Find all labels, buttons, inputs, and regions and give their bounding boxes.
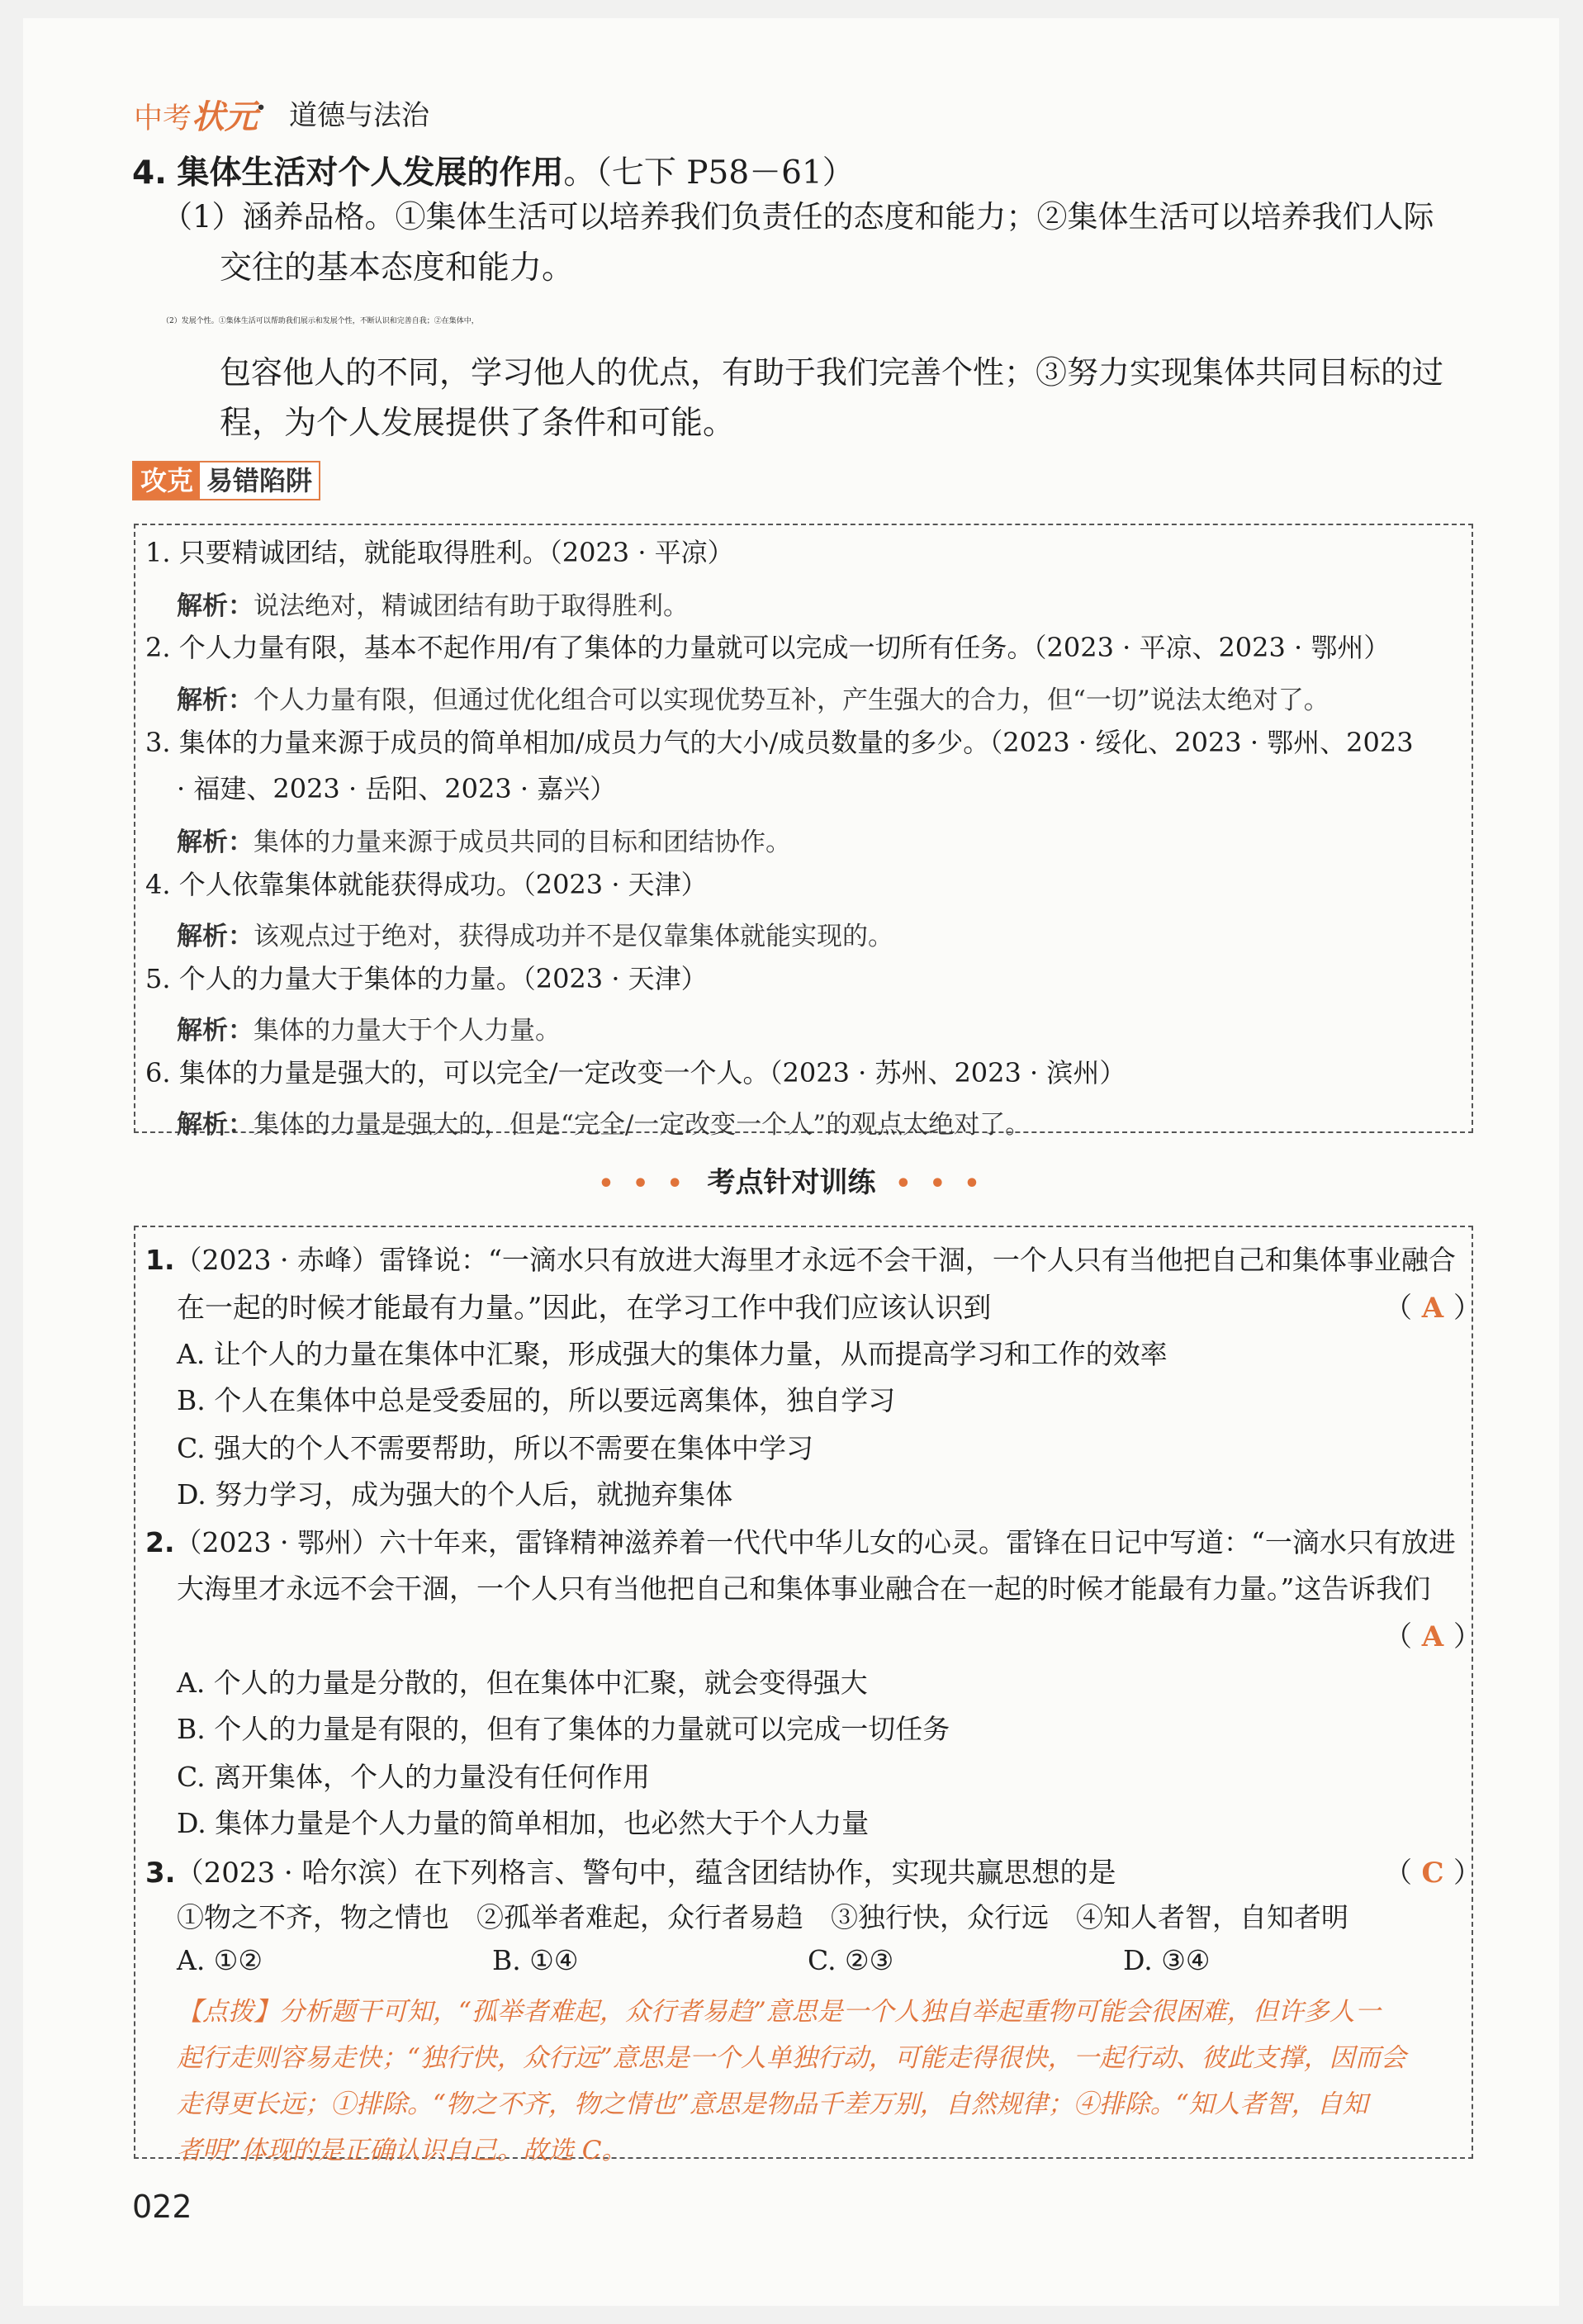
brand-logo: 中考状元 bbox=[134, 98, 258, 136]
trap-explanation-6: 解析：集体的力量是强大的，但是“完全/一定改变一个人”的观点太绝对了。 bbox=[177, 1110, 1031, 1140]
question-2: 2.（2023 · 鄂州）六十年来，雷锋精神滋养着一代代中华儿女的心灵。雷锋在日记中写道：“一滴水只有放进 bbox=[145, 1526, 1456, 1558]
q3-option-b: B. ①④ bbox=[492, 1944, 579, 1976]
trap-item-3-cont: · 福建、2023 · 岳阳、2023 · 嘉兴） bbox=[177, 773, 617, 804]
answer-1: （ A ） bbox=[1384, 1292, 1481, 1325]
question-1-cont: 在一起的时候才能最有力量。”因此，在学习工作中我们应该认识到 bbox=[177, 1292, 992, 1325]
trap-item-5: 5. 个人的力量大于集体的力量。（2023 · 天津） bbox=[145, 963, 708, 994]
q1-option-d: D. 努力学习，成为强大的个人后，就抛弃集体 bbox=[177, 1478, 733, 1511]
trap-explanation-2: 解析：个人力量有限，但通过优化组合可以实现优势互补，产生强大的合力，但“一切”说法太绝对了。 bbox=[177, 685, 1329, 715]
q3-option-c: C. ②③ bbox=[808, 1944, 894, 1976]
page-number: 022 bbox=[132, 2189, 192, 2225]
q2-option-a: A. 个人的力量是分散的，但在集体中汇聚，就会变得强大 bbox=[177, 1667, 868, 1699]
header-separator: · bbox=[256, 91, 267, 125]
trap-explanation-4: 解析：该观点过于绝对，获得成功并不是仅靠集体就能实现的。 bbox=[177, 922, 893, 951]
trap-item-2: 2. 个人力量有限，基本不起作用/有了集体的力量就可以完成一切所有任务。（2023 · 平凉、2023 · 鄂州） bbox=[145, 632, 1391, 663]
trap-explanation-1: 解析：说法绝对，精诚团结有助于取得胜利。 bbox=[177, 591, 689, 621]
question-2-cont: 大海里才永远不会干涸，一个人只有当他把自己和集体事业融合在一起的时候才能最有力量。”这告诉我们 bbox=[177, 1572, 1431, 1605]
question-1: 1.（2023 · 赤峰）雷锋说：“一滴水只有放进大海里才永远不会干涸，一个人只有当他把自己和集体事业融合 bbox=[145, 1244, 1456, 1276]
trap-explanation-3: 解析：集体的力量来源于成员共同的目标和团结协作。 bbox=[177, 828, 791, 857]
section-tag: 攻克 易错陷阱 bbox=[132, 461, 320, 500]
q3-option-d: D. ③④ bbox=[1123, 1944, 1211, 1976]
q2-option-c: C. 离开集体，个人的力量没有任何作用 bbox=[177, 1761, 651, 1793]
q1-option-a: A. 让个人的力量在集体中汇聚，形成强大的集体力量，从而提高学习和工作的效率 bbox=[177, 1338, 1168, 1370]
q3-option-a: A. ①② bbox=[177, 1944, 263, 1976]
section-item-2: （2）发展个性。①集体生活可以帮助我们展示和发展个性，不断认识和完善自我；②在集体中， 包容他人的不同，学习他人的优点，有助于我们完善个性；③努力实现集体共同目标的过 程，为个人发展提供了条件和可能。 bbox=[162, 317, 1444, 442]
q1-option-b: B. 个人在集体中总是受委屈的，所以要远离集体，独自学习 bbox=[177, 1384, 896, 1416]
q3-statements: ①物之不齐，物之情也 ②孤举者难起，众行者易趋 ③独行快，众行远 ④知人者智，自知者明 bbox=[177, 1901, 1348, 1933]
answer-3: （ C ） bbox=[1384, 1857, 1481, 1890]
q3-explanation-1: 【点拨】分析题干可知，“孤举者难起，众行者易趋”意思是一个人独自举起重物可能会很困难，但许多人一 bbox=[177, 1997, 1381, 2027]
q3-explanation-4: 者明”体现的是正确认识自己。故选 C。 bbox=[177, 2136, 628, 2165]
q3-explanation-2: 起行走则容易走快；“独行快，众行远”意思是一个人单独行动，可能走得很快，一起行动、彼此支撑，因而会 bbox=[177, 2043, 1406, 2073]
trap-item-3: 3. 集体的力量来源于成员的简单相加/成员力气的大小/成员数量的多少。（2023 · 绥化、2023 · 鄂州、2023 bbox=[145, 727, 1414, 758]
section-item-1: （1）涵养品格。①集体生活可以培养我们负责任的态度和能力；②集体生活可以培养我们人际 交往的基本态度和能力。 bbox=[162, 199, 1434, 287]
trap-item-6: 6. 集体的力量是强大的，可以完全/一定改变一个人。（2023 · 苏州、2023 · 滨州） bbox=[145, 1057, 1126, 1088]
q2-option-b: B. 个人的力量是有限的，但有了集体的力量就可以完成一切任务 bbox=[177, 1713, 950, 1745]
question-3: 3.（2023 · 哈尔滨）在下列格言、警句中，蕴含团结协作，实现共赢思想的是 bbox=[145, 1857, 1116, 1890]
trap-explanation-5: 解析：集体的力量大于个人力量。 bbox=[177, 1016, 561, 1046]
q2-option-d: D. 集体力量是个人力量的简单相加，也必然大于个人力量 bbox=[177, 1807, 870, 1839]
q1-option-c: C. 强大的个人不需要帮助，所以不需要在集体中学习 bbox=[177, 1432, 814, 1464]
q3-explanation-3: 走得更长远；①排除。“物之不齐，物之情也”意思是物品千差万别，自然规律；④排除。“知人者智，自知 bbox=[177, 2089, 1368, 2119]
trap-item-4: 4. 个人依靠集体就能获得成功。（2023 · 天津） bbox=[145, 869, 708, 900]
training-heading: • • • 考点针对训练 • • • bbox=[598, 1166, 985, 1199]
section-title: 4. 集体生活对个人发展的作用。（七下 P58－61） bbox=[132, 154, 855, 192]
trap-item-1: 1. 只要精诚团结，就能取得胜利。（2023 · 平凉） bbox=[145, 537, 734, 568]
subject-title: 道德与法治 bbox=[289, 99, 429, 132]
answer-2: （ A ） bbox=[1384, 1620, 1481, 1653]
